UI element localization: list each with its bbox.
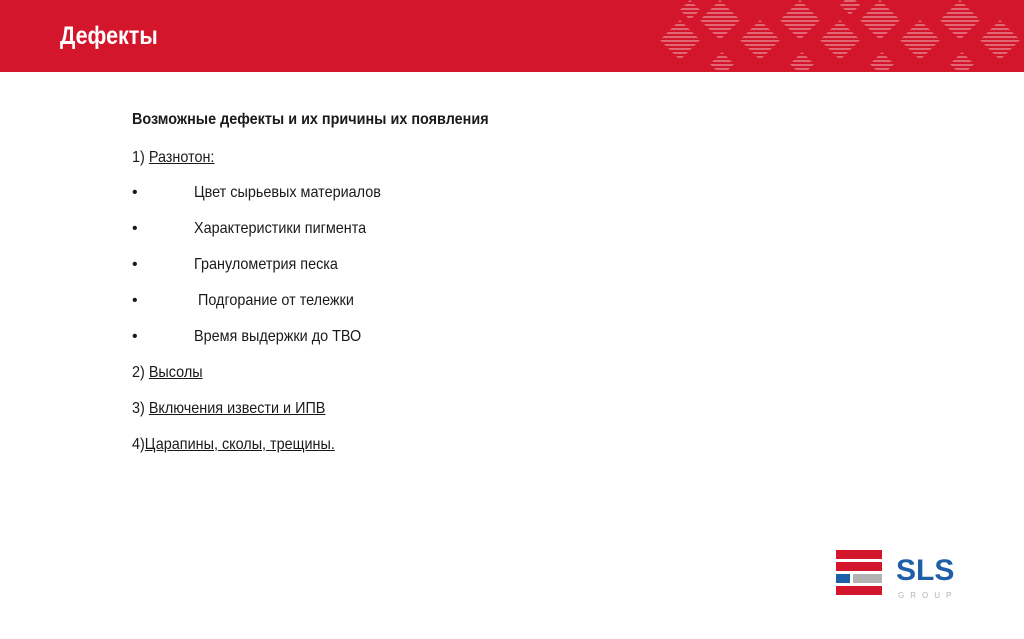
- bullet-symbol: •: [132, 328, 138, 345]
- item-label: Высолы: [148, 364, 203, 381]
- list-item-3: [132, 399, 347, 419]
- bullet-text: Подгорание от тележки: [194, 292, 354, 309]
- bullet-symbol: •: [132, 256, 138, 273]
- bullet-text: Цвет сырьевых материалов: [194, 184, 381, 201]
- logo-brand: SLS: [896, 554, 955, 587]
- bullet-text: Характеристики пигмента: [194, 220, 367, 237]
- slide-title: Дефекты: [60, 22, 158, 50]
- bullet-symbol: •: [132, 220, 138, 237]
- item-number: 2): [132, 364, 145, 381]
- decorative-pattern: [640, 0, 1024, 72]
- list-item-1: [132, 148, 224, 168]
- list-item-4: [132, 435, 357, 455]
- logo-sub: GROUP: [898, 591, 958, 600]
- bullet-text: Время выдержки до ТВО: [194, 328, 362, 345]
- item-number: 3): [132, 400, 145, 417]
- item-number: 1): [132, 149, 145, 166]
- item-number: 4): [132, 436, 145, 453]
- bullet-symbol: •: [132, 184, 138, 201]
- list-item-2: [132, 363, 210, 383]
- bullet-text: Гранулометрия песка: [194, 256, 338, 273]
- item-label: Включения извести и ИПВ: [148, 400, 326, 417]
- item-label: Разнотон:: [148, 149, 215, 166]
- sls-group-logo: [836, 550, 968, 602]
- content-heading: Возможные дефекты и их причины их появления: [132, 111, 489, 128]
- bullet-symbol: •: [132, 292, 138, 309]
- header-bar: [0, 0, 1024, 72]
- item-label: Царапины, сколы, трещины.: [144, 436, 335, 453]
